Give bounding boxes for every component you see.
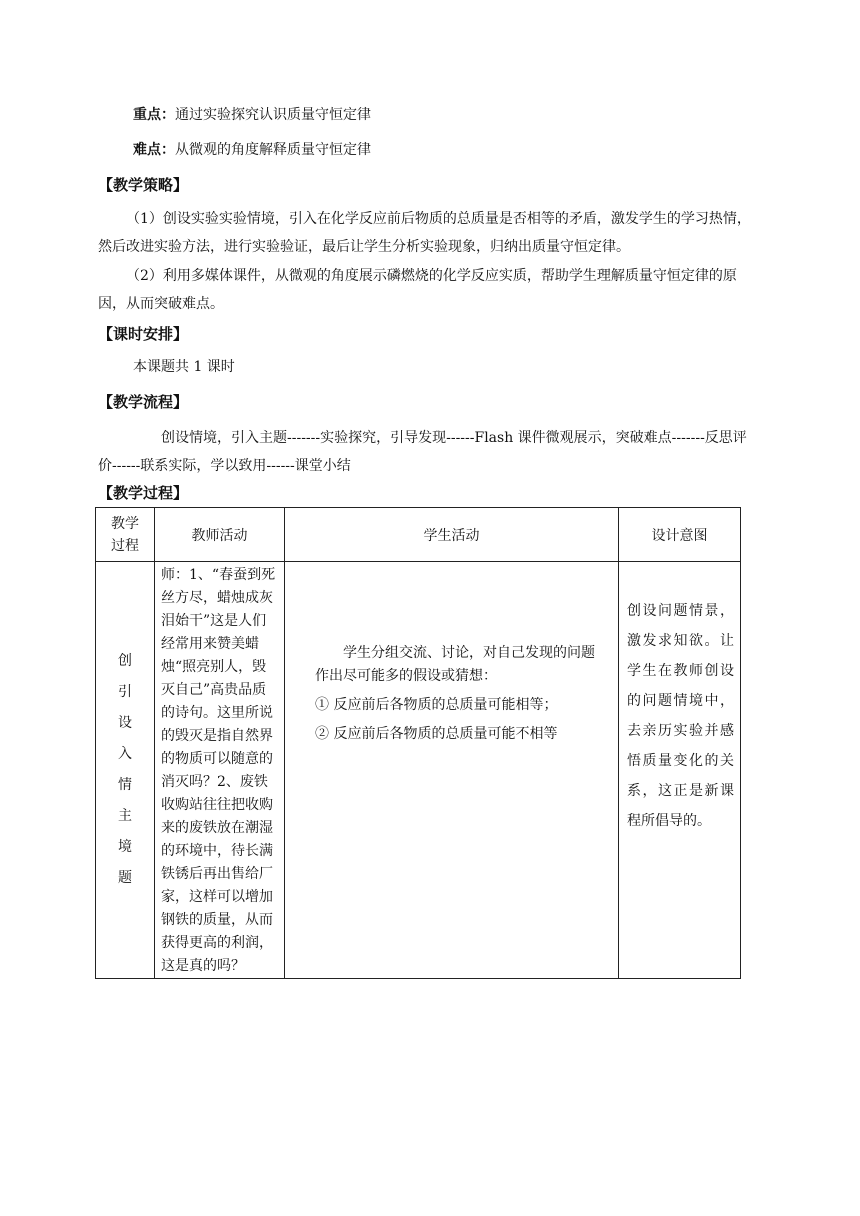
flow-heading: 【教学流程】 xyxy=(98,393,189,411)
table-header-row xyxy=(96,508,741,562)
header-design: 设计意图 xyxy=(619,508,741,562)
stage-line: 设 入 xyxy=(118,715,142,762)
strategy-heading: 【教学策略】 xyxy=(98,176,189,194)
process-table xyxy=(95,507,741,979)
difficulty-line xyxy=(133,140,371,160)
stage-line: 创 引 xyxy=(118,653,142,700)
difficulty-text: 从微观的角度解释质量守恒定律 xyxy=(175,142,371,158)
schedule-heading: 【课时安排】 xyxy=(98,325,189,343)
header-stage-line1: 教学 xyxy=(111,515,139,532)
strategy-paragraph-2: （2）利用多媒体课件，从微观的角度展示磷燃烧的化学反应实质，帮助学生理解质量守恒定律的原因，从而突破难点。 xyxy=(98,268,737,312)
student-hypotheses xyxy=(315,694,598,746)
student-activity-cell xyxy=(285,562,619,979)
process-heading: 【教学过程】 xyxy=(98,484,189,502)
student-intro: 学生分组交流、讨论，对自己发现的问题作出尽可能多的假设或猜想： xyxy=(315,645,595,684)
schedule-text: 本课题共 1 课时 xyxy=(133,359,235,375)
stage-cell xyxy=(96,562,155,979)
flow-text: 创设情境，引入主题-------实验探究，引导发现------Flash 课件微观展示，突破难点-------反思评价------联系实际，学以致用------课堂小结 xyxy=(98,430,747,474)
design-intent-cell: 创设问题情景，激发求知欲。让学生在教师创设的问题情境中，去亲历实验并感悟质量变化的关系，这正是新课程所倡导的。 xyxy=(619,562,741,979)
hypothesis-item: ① 反应前后各物质的总质量可能相等； xyxy=(315,697,558,713)
strategy-paragraph-1: （1）创设实验实验情境，引入在化学反应前后物质的总质量是否相等的矛盾，激发学生的学习热情，然后改进实验方法，进行实验验证，最后让学生分析实验现象，归纳出质量守恒定律。 xyxy=(98,211,751,255)
stage-line: 境 题 xyxy=(118,839,142,886)
header-stage xyxy=(96,508,155,562)
hypothesis-item: ② 反应前后各物质的总质量可能不相等 xyxy=(315,726,558,742)
difficulty-label: 难点： xyxy=(133,142,175,158)
focus-line xyxy=(133,105,371,125)
focus-label: 重点： xyxy=(133,107,175,123)
teacher-activity-cell: 师：1、“春蚕到死丝方尽，蜡烛成灰泪始干”这是人们经常用来赞美蜡烛“照亮别人，毁灭自己”高贵品质的诗句。这里所说的毁灭是指自然界的物质可以随意的消灭吗？2、废铁收购站往往把收购来的废铁放在潮湿的环境中，待长满铁锈后再出售给厂家，这样可以增加钢铁的质量，从而获得更高的利润，这是真的吗？ xyxy=(155,562,285,979)
header-stage-line2: 过程 xyxy=(111,537,139,554)
focus-text: 通过实验探究认识质量守恒定律 xyxy=(175,107,371,123)
table-row xyxy=(96,562,741,979)
header-student: 学生活动 xyxy=(285,508,619,562)
header-teacher: 教师活动 xyxy=(155,508,285,562)
stage-line: 情 主 xyxy=(118,777,142,824)
